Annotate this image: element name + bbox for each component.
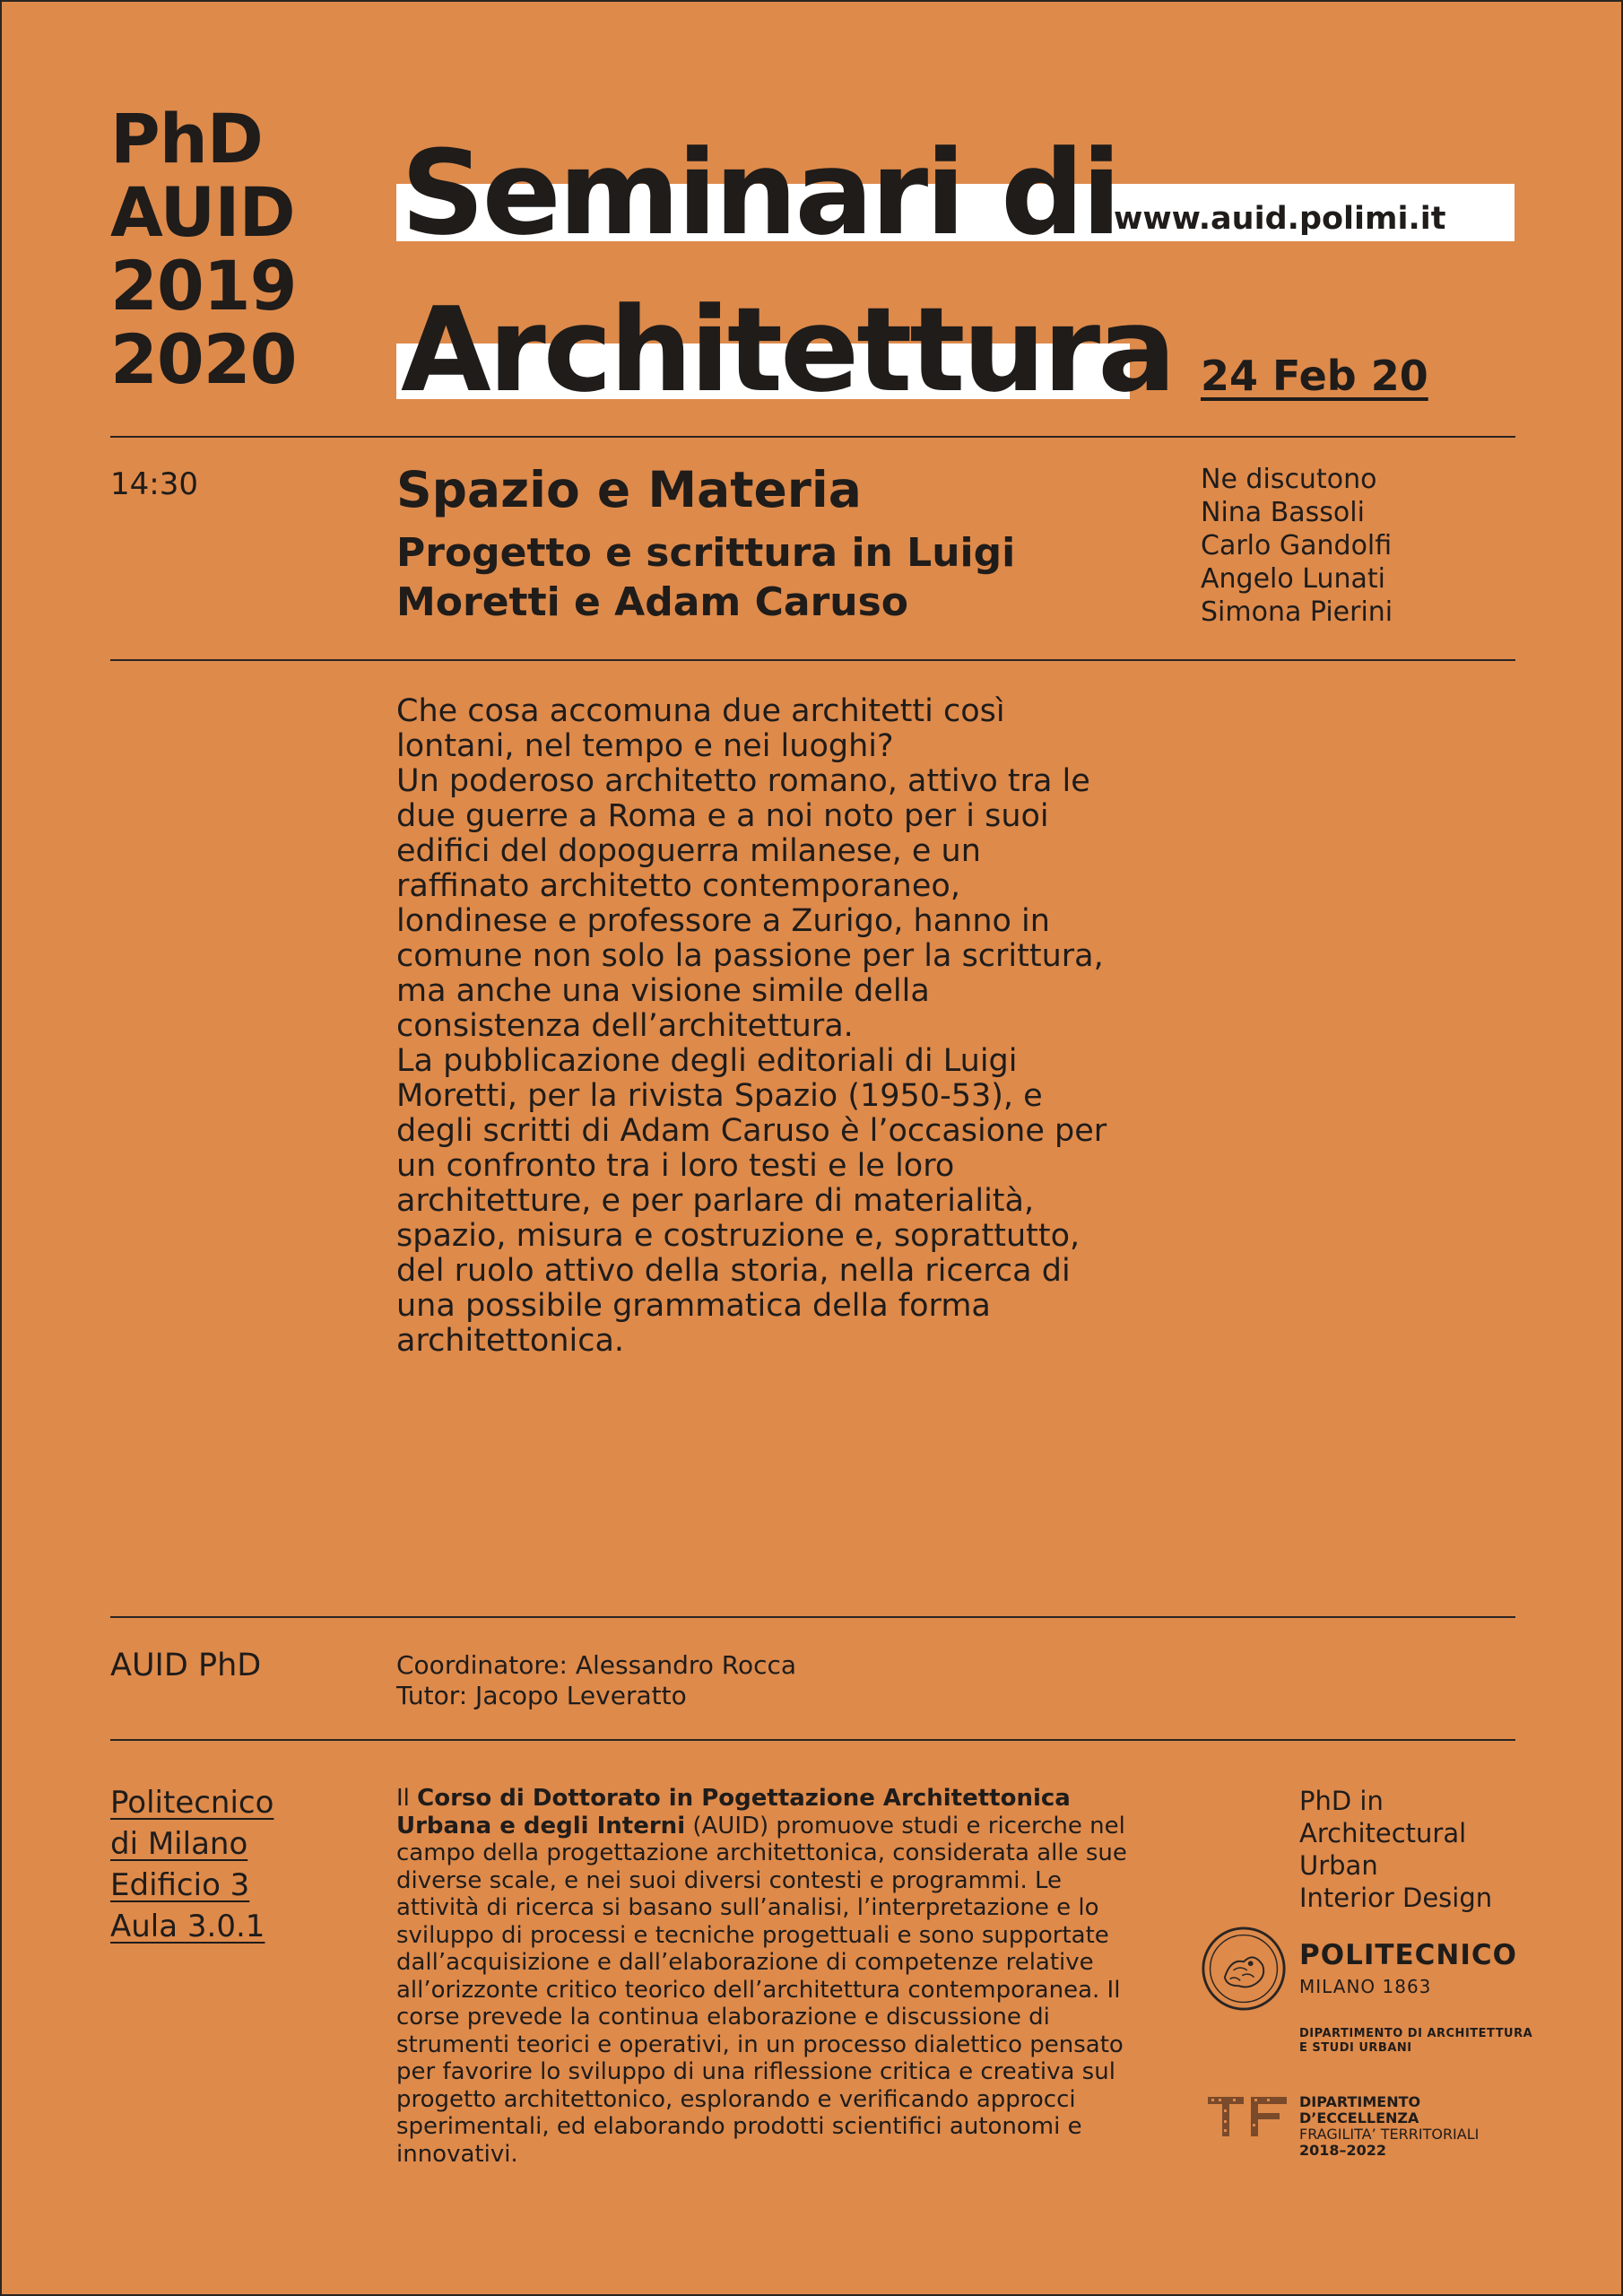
- program-label: AUID PhD: [110, 1648, 262, 1683]
- divider: [110, 436, 1515, 438]
- venue-line[interactable]: Politecnico: [110, 1785, 274, 1821]
- tf-logo-icon: [1208, 2097, 1289, 2136]
- description-course-name: Corso di Dottorato in Pogettazione Architettonica Urbana e degli Interni: [396, 1785, 1071, 1839]
- website-link[interactable]: www.auid.polimi.it: [1114, 201, 1446, 237]
- venue-line[interactable]: di Milano: [110, 1826, 248, 1862]
- description-prefix: Il: [396, 1785, 418, 1812]
- auid-line: AUID: [110, 172, 295, 252]
- phd-in-line: Urban: [1299, 1850, 1378, 1881]
- politecnico-logo-name: POLITECNICO: [1299, 1939, 1518, 1971]
- discussant: Carlo Gandolfi: [1201, 530, 1393, 561]
- abstract-paragraph: Un poderoso architetto romano, attivo tra le due guerre a Roma e a noi noto per i suoi edifici del dopoguerra milanese, e un raffinato architetto contemporaneo, londinese e professore a Zurigo, hanno in comune non solo la passione per la scrittura, ma anche una visione simile della consistenza dell’architettura.: [396, 763, 1104, 1044]
- divider: [110, 1616, 1515, 1618]
- page-title-line-1: Seminari di: [401, 125, 1119, 261]
- event-time: 14:30: [110, 466, 198, 502]
- excellence-line: 2018–2022: [1299, 2142, 1387, 2159]
- divider: [110, 659, 1515, 661]
- year-line-2: 2020: [110, 319, 297, 399]
- tutor: Tutor: Jacopo Leveratto: [396, 1681, 687, 1710]
- discussant: Simona Pierini: [1201, 596, 1393, 628]
- excellence-label: [1299, 2094, 1479, 2159]
- politecnico-logo-city: MILANO 1863: [1299, 1976, 1432, 1997]
- program-staff: [396, 1650, 796, 1711]
- discussant: Angelo Lunati: [1201, 563, 1385, 595]
- discussants-label: Ne discutono: [1201, 464, 1377, 495]
- politecnico-seal-icon: [1201, 1926, 1287, 2012]
- page-title-line-2: Architettura: [401, 282, 1174, 418]
- phd-program-name: [1299, 1785, 1492, 1914]
- phd-year-block: [110, 99, 297, 399]
- divider: [110, 1739, 1515, 1741]
- venue-line[interactable]: Edificio 3: [110, 1867, 250, 1903]
- abstract-paragraph: La pubblicazione degli editoriali di Luigi Moretti, per la rivista Spazio (1950-53), e degli scritti di Adam Caruso è l’occasione per un confronto tra i loro testi e le loro architetture, e per parlare di materialità, spazio, misura e costruzione e, soprattutto, del ruolo attivo della storia, nella ricerca di una possibile grammatica della forma architettonica.: [396, 1043, 1107, 1359]
- talk-subtitle: Progetto e scrittura in Luigi Moretti e Adam Caruso: [396, 530, 1016, 625]
- event-date: 24 Feb 20: [1201, 352, 1428, 400]
- excellence-line: FRAGILITA’ TERRITORIALI: [1299, 2126, 1480, 2143]
- venue-line[interactable]: Aula 3.0.1: [110, 1909, 265, 1944]
- year-line-1: 2019: [110, 246, 297, 326]
- venue-address[interactable]: [110, 1782, 273, 1947]
- dastu-line: E STUDI URBANI: [1299, 2041, 1412, 2055]
- talk-title: Spazio e Materia: [396, 461, 862, 518]
- abstract-paragraph: Che cosa accomuna due architetti così lontani, nel tempo e nei luoghi?: [396, 693, 1005, 764]
- excellence-line: D’ECCELLENZA: [1299, 2109, 1419, 2126]
- phd-in-line: PhD in: [1299, 1786, 1384, 1816]
- discussants-list: [1201, 463, 1393, 629]
- dastu-label: [1299, 2027, 1532, 2056]
- excellence-line: DIPARTIMENTO: [1299, 2093, 1421, 2110]
- dastu-line: DIPARTIMENTO DI ARCHITETTURA: [1299, 2027, 1533, 2040]
- description-body: (AUID) promuove studi e ricerche nel campo della progettazione architettonica, considerata alle sue diverse scale, e nei suoi diversi contesti e programmi. Le attività di ricerca si basano sull’analisi, l’interpretazione e lo sviluppo di processi e tecniche progettuali e sono supportate dall’acquisizione e dall’elaborazione di competenze relative all’orizzonte critico teorico dell’architettura contemporanea. Il corse prevede la continua elaborazione e discussione di strumenti teorici e operativi, in un processo dialettico pensato per favorire lo sviluppo di una riflessione critica e creativa sul progetto architettonico, esplorando e verificando approcci sperimentali, ed elaborando prodotti scientifici autonomi e innovativi.: [396, 1812, 1127, 2168]
- phd-line: PhD: [110, 99, 263, 178]
- phd-in-line: Architectural: [1299, 1818, 1467, 1848]
- coordinator: Coordinatore: Alessandro Rocca: [396, 1650, 797, 1680]
- abstract-text: [396, 694, 1114, 1359]
- phd-in-line: Interior Design: [1299, 1883, 1493, 1913]
- discussant: Nina Bassoli: [1201, 497, 1365, 528]
- course-description: [396, 1785, 1141, 2168]
